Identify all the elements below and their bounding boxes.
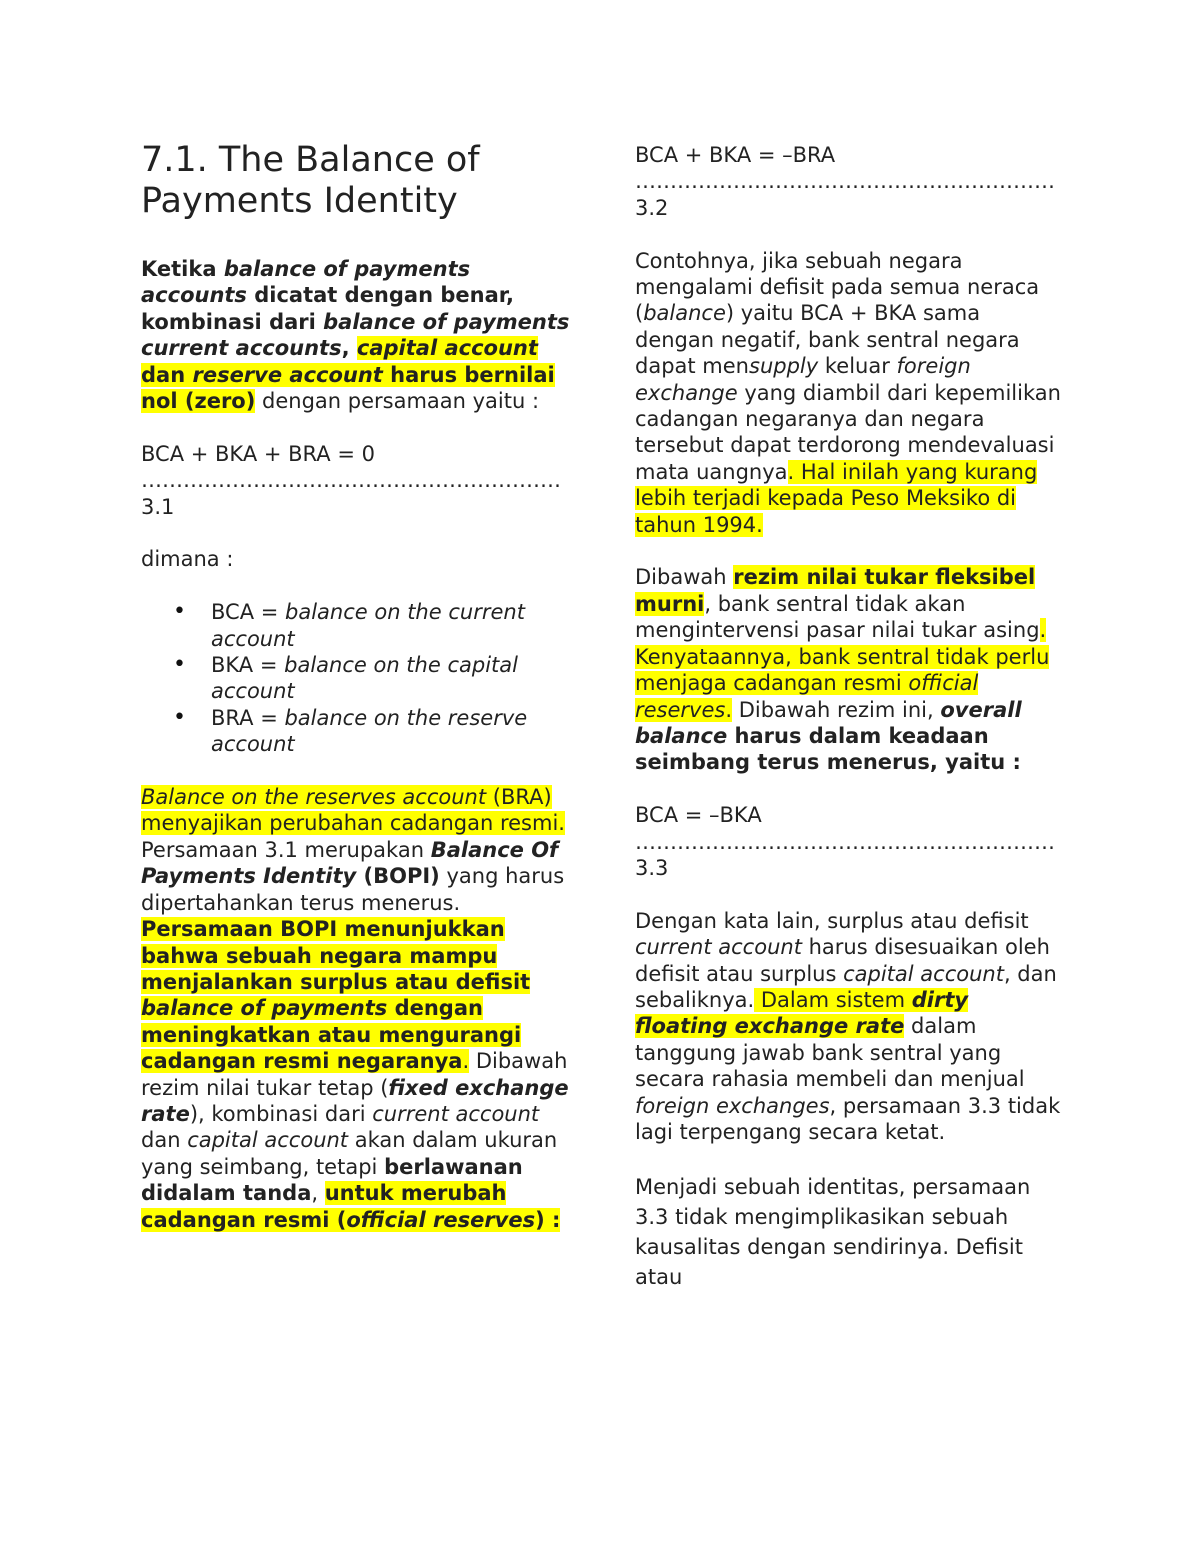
intro-text-2: balance of payments accounts: [141, 257, 471, 308]
identity-paragraph: Menjadi sebuah identitas, persamaan 3.3 tidak mengimplikasikan sebuah kausalitas dengan sendirinya. Defisit atau: [635, 1174, 1031, 1289]
intro-text-8: reserve account: [192, 362, 383, 387]
equation-3-2-number: 3.2: [635, 195, 669, 220]
intro-text-1: Ketika: [141, 257, 224, 281]
equation-3-3-number: 3.3: [635, 855, 669, 880]
intro-text-6: capital account: [356, 336, 538, 361]
bra-paragraph: Balance on the reserves account (BRA) menyajikan perubahan cadangan resmi. Persamaan 3.1 merupakan Balance Of Payments Identity (BOPI) yang harus dipertahankan terus menerus. Persamaan BOPI menunjukkan bahwa sebuah negara mampu menjalankan surplus atau defisit balance of payments dengan meningkatkan atau mengurangi cadangan resmi negaranya. Dibawah rezim nilai tukar tetap (fixed exchange rate), kombinasi dari current account dan capital account akan dalam ukuran yang seimbang, tetapi berlawanan didalam tanda, untuk merubah cadangan resmi (official reserves) :: [141, 785, 569, 1232]
list-item: • BKA = balance on the capital account: [211, 652, 571, 705]
left-column: [141, 140, 571, 1233]
surplus-paragraph: Dengan kata lain, surplus atau defisit current account harus disesuaikan oleh defisit atau surplus capital account, dan sebaliknya. Dalam sistem dirty floating exchange rate dalam tanggung jawab bank sentral yang secara rahasia membeli dan menjual foreign exchanges, persamaan 3.3 tidak lagi terpengang secara ketat.: [635, 908, 1061, 1144]
intro-text-3: dicatat dengan benar, kombinasi dari: [141, 283, 514, 334]
intro-text-7: dan: [141, 362, 193, 387]
intro-text-9: harus bernilai nol (zero): [141, 362, 555, 414]
flexible-regime-paragraph: Dibawah rezim nilai tukar fleksibel murni, bank sentral tidak akan mengintervensi pasar nilai tukar asing. Kenyataannya, bank sentral tidak perlu menjaga cadangan resmi official reserves. Dibawah rezim ini, overall balance harus dalam keadaan seimbang terus menerus, yaitu :: [635, 565, 1050, 775]
equation-3-1-number: 3.1: [141, 494, 175, 519]
equation-3-2-dots: ……………………………………………………: [635, 169, 1055, 194]
intro-paragraph: [141, 256, 571, 414]
intro-text-4: balance of payments current accounts: [141, 309, 570, 361]
intro-text-5: ,: [341, 336, 357, 361]
equation-3-3: BCA = –BKA: [635, 803, 762, 828]
equation-3-3-dots: ……………………………………………………: [635, 829, 1055, 854]
list-item: • BRA = balance on the reserve account: [211, 705, 571, 758]
equation-3-1-dots: ……………………………………………………: [141, 468, 561, 493]
definition-list: [141, 599, 571, 757]
deficit-paragraph: Contohnya, jika sebuah negara mengalami defisit pada semua neraca (balance) yaitu BCA + BKA sama dengan negatif, bank sentral negara dapat mensupply keluar foreign exchange yang diambil dari kepemilikan cadangan negaranya dan negara tersebut dapat terdorong mendevaluasi mata uangnya. Hal inilah yang kurang lebih terjadi kepada Peso Meksiko di tahun 1994.: [635, 248, 1061, 537]
dimana-label: dimana :: [141, 547, 234, 572]
intro-text-10: dengan persamaan yaitu :: [255, 389, 540, 414]
right-column: [635, 142, 1065, 1292]
list-item: • BCA = balance on the current account: [211, 599, 571, 652]
equation-3-2: BCA + BKA = –BRA: [635, 143, 836, 167]
section-title: 7.1. The Balance of Payments Identity: [141, 140, 480, 221]
equation-3-1: BCA + BKA + BRA = 0: [141, 441, 375, 466]
